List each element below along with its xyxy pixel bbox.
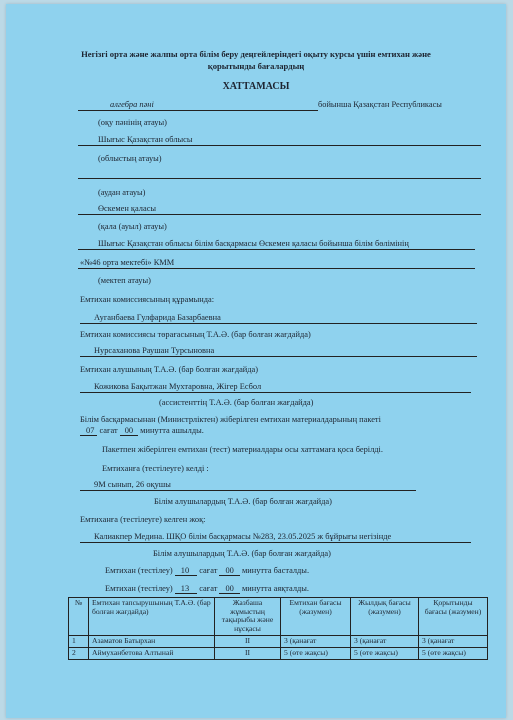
came-value: 9М сынып, 26 оқушы [94, 480, 171, 489]
document-title-line1: Негізгі орта және жалпы орта білім беру деңгейлеріндегі оқыту курсы үшін емтихан және [81, 49, 431, 59]
row-name: Азаматов Батырхан [89, 635, 215, 647]
region-underline [78, 145, 481, 146]
students-caption: Білім алушылардың Т.А.Ә. (бар болған жағдайда) [154, 497, 332, 506]
school-value: «№46 орта мектебі» КММ [80, 258, 175, 267]
row-name: Аймуханбетова Алтынай [89, 647, 215, 659]
region-caption: (облыстың атауы) [98, 154, 162, 163]
examiner-label: Емтихан алушының Т.А.Ә. (бар болған жағдайда) [80, 365, 259, 374]
grades-table [68, 597, 488, 660]
start-hour: 10 [175, 566, 197, 576]
region-value: Шығыс Қазақстан облысы [98, 135, 193, 144]
row-variant: II [215, 635, 281, 647]
row-final-grade: 5 (өте жақсы) [419, 647, 488, 659]
end-time [105, 584, 309, 593]
examiners-underline [80, 392, 471, 393]
came-underline [80, 490, 416, 491]
school-caption: (мектеп атауы) [98, 276, 151, 285]
protocol-page [6, 4, 506, 718]
package-hour-word: сағат [99, 426, 118, 435]
package-text: Білім басқармасынан (Министрліктен) жіберілген емтихан материалдарының пакеті [80, 415, 381, 424]
district-underline [78, 178, 481, 179]
subject-caption: (оқу пәнінің атауы) [98, 118, 167, 127]
table-header-row [69, 598, 488, 636]
protocol-heading: ХАТТАМАСЫ [222, 81, 290, 92]
package-attached: Пакетпен жіберілген емтихан (тест) материалдары осы хаттамаға қоса берілді. [102, 445, 383, 454]
end-prefix: Емтихан (тестілеу) [105, 584, 173, 593]
district-caption: (аудан атауы) [98, 188, 146, 197]
subject-underline [78, 110, 318, 111]
absent-value: Калиакпер Медина. ШҚО білім басқармасы №283, 23.05.2025 ж бұйрығы негізінде [94, 532, 392, 541]
end-suffix: минутта аяқталды. [241, 584, 309, 593]
col-header-exam-grade: Емтихан бағасы (жазумен) [281, 598, 351, 636]
chair-label: Емтихан комиссиясы төрағасының Т.А.Ә. (бар болған жағдайда) [80, 330, 311, 339]
end-hour-word: сағат [199, 584, 218, 593]
start-prefix: Емтихан (тестілеу) [105, 566, 173, 575]
table-row [69, 647, 488, 659]
came-label: Емтиханға (тестілеуге) келді : [102, 464, 209, 473]
city-value: Өскемен қаласы [98, 204, 157, 213]
row-no: 1 [69, 635, 89, 647]
subject-value: алгебра пәні [110, 100, 154, 109]
col-header-no: № [69, 598, 89, 636]
col-header-variant: Жазбаша жұмыстың тақырыбы және нұсқасы [215, 598, 281, 636]
city-underline [78, 214, 481, 215]
absent-underline [80, 542, 471, 543]
row-exam-grade: 5 (өте жақсы) [281, 647, 351, 659]
department-value: Шығыс Қазақстан облысы білім басқармасы Өскемен қаласы бойынша білім бөлімінің [98, 239, 409, 248]
package-minute: 00 [120, 426, 138, 436]
package-hour: 07 [80, 426, 97, 436]
commission-member-underline [80, 323, 477, 324]
end-minute: 00 [219, 584, 239, 594]
row-final-grade: 3 (қанағат [419, 635, 488, 647]
end-hour: 13 [175, 584, 197, 594]
row-no: 2 [69, 647, 89, 659]
table-row [69, 635, 488, 647]
start-hour-word: сағат [199, 566, 218, 575]
city-caption: (қала (ауыл) атауы) [98, 222, 167, 231]
school-underline [78, 268, 475, 269]
col-header-name: Емтихан тапсырушының Т.А.Ә. (бар болған жағдайда) [89, 598, 215, 636]
start-time [105, 566, 309, 575]
absent-label: Емтиханға (тестілеуге) келген жоқ: [80, 515, 206, 524]
row-annual-grade: 3 (қанағат [351, 635, 419, 647]
package-time [80, 426, 204, 435]
chair-underline [80, 356, 477, 357]
document-title-line2: қорытынды бағалардың [207, 61, 305, 71]
start-minute: 00 [219, 566, 239, 576]
department-underline [78, 249, 475, 250]
commission-label: Емтихан комиссиясының құрамында: [80, 295, 215, 304]
subject-suffix: бойынша Қазақстан Республикасы [318, 100, 442, 109]
row-exam-grade: 3 (қанағат [281, 635, 351, 647]
package-text2: минутта ашылды. [140, 426, 204, 435]
assistant-caption: (ассистенттің Т.А.Ә. (бар болған жағдайда) [159, 398, 314, 407]
col-header-annual-grade: Жылдық бағасы (жазумен) [351, 598, 419, 636]
row-annual-grade: 5 (өте жақсы) [351, 647, 419, 659]
start-suffix: минутта басталды. [241, 566, 310, 575]
col-header-final-grade: Қорытынды бағасы (жазумен) [419, 598, 488, 636]
row-variant: II [215, 647, 281, 659]
commission-member: Ауганбаева Гулфарида Базарбаевна [94, 313, 221, 322]
chair-name: Нурсаханова Раушан Турсыновна [94, 346, 215, 355]
examiners-names: Кожикова Бақытжан Мухтаровна, Жігер Есбол [94, 382, 262, 391]
students-caption-2: Білім алушылардың Т.А.Ә. (бар болған жағдайда) [153, 549, 331, 558]
